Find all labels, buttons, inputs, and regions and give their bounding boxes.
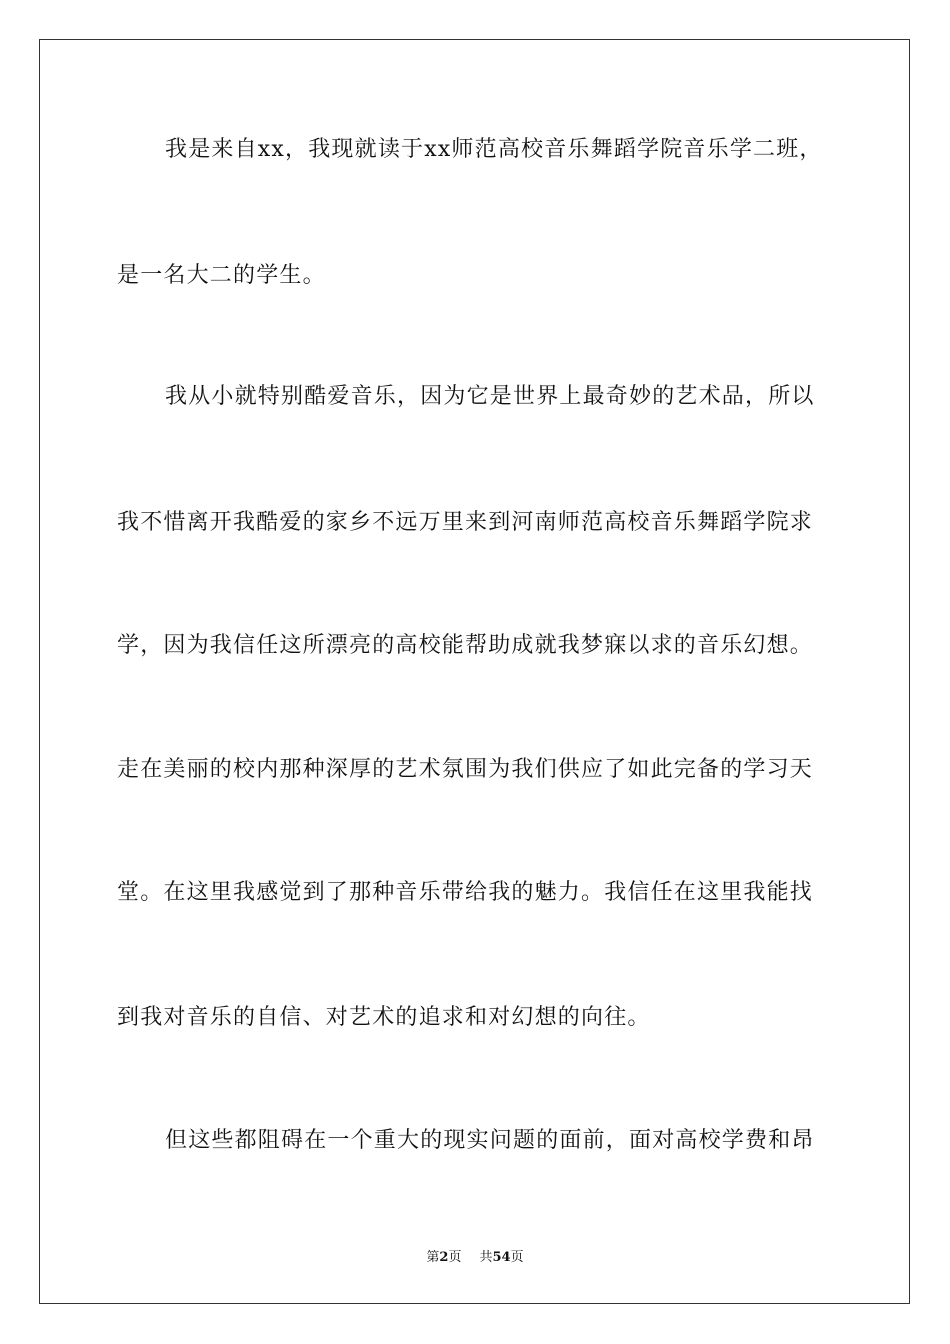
paragraph-2-line-5: 堂。在这里我感觉到了那种音乐带给我的魅力。我信任在这里我能找: [117, 880, 814, 905]
total-prefix: 共: [479, 1250, 493, 1265]
paragraph-1-line-1: 我是来自xx，我现就读于xx师范高校音乐舞蹈学院音乐学二班，: [165, 137, 823, 162]
paragraph-2-line-4: 走在美丽的校内那种深厚的艺术氛围为我们供应了如此完备的学习天: [117, 757, 814, 782]
total-suffix: 页: [510, 1250, 524, 1265]
page-footer: [0, 1246, 950, 1265]
paragraph-3-line-1: 但这些都阻碍在一个重大的现实问题的面前，面对高校学费和昂: [165, 1128, 815, 1153]
paragraph-2-line-6: 到我对音乐的自信、对艺术的追求和对幻想的向往。: [117, 1005, 651, 1030]
page-number: 2: [439, 1250, 449, 1265]
paragraph-2-line-1: 我从小就特别酷爱音乐，因为它是世界上最奇妙的艺术品，所以: [165, 384, 815, 409]
total-pages: 54: [492, 1250, 511, 1265]
paragraph-1-line-2: 是一名大二的学生。: [117, 263, 326, 288]
paragraph-2-line-2: 我不惜离开我酷爱的家乡不远万里来到河南师范高校音乐舞蹈学院求: [117, 510, 814, 535]
paragraph-2-line-3: 学，因为我信任这所漂亮的高校能帮助成就我梦寐以求的音乐幻想。: [117, 633, 814, 658]
page-suffix: 页: [448, 1250, 462, 1265]
page-border: [39, 39, 910, 1304]
page-prefix: 第: [426, 1250, 440, 1265]
